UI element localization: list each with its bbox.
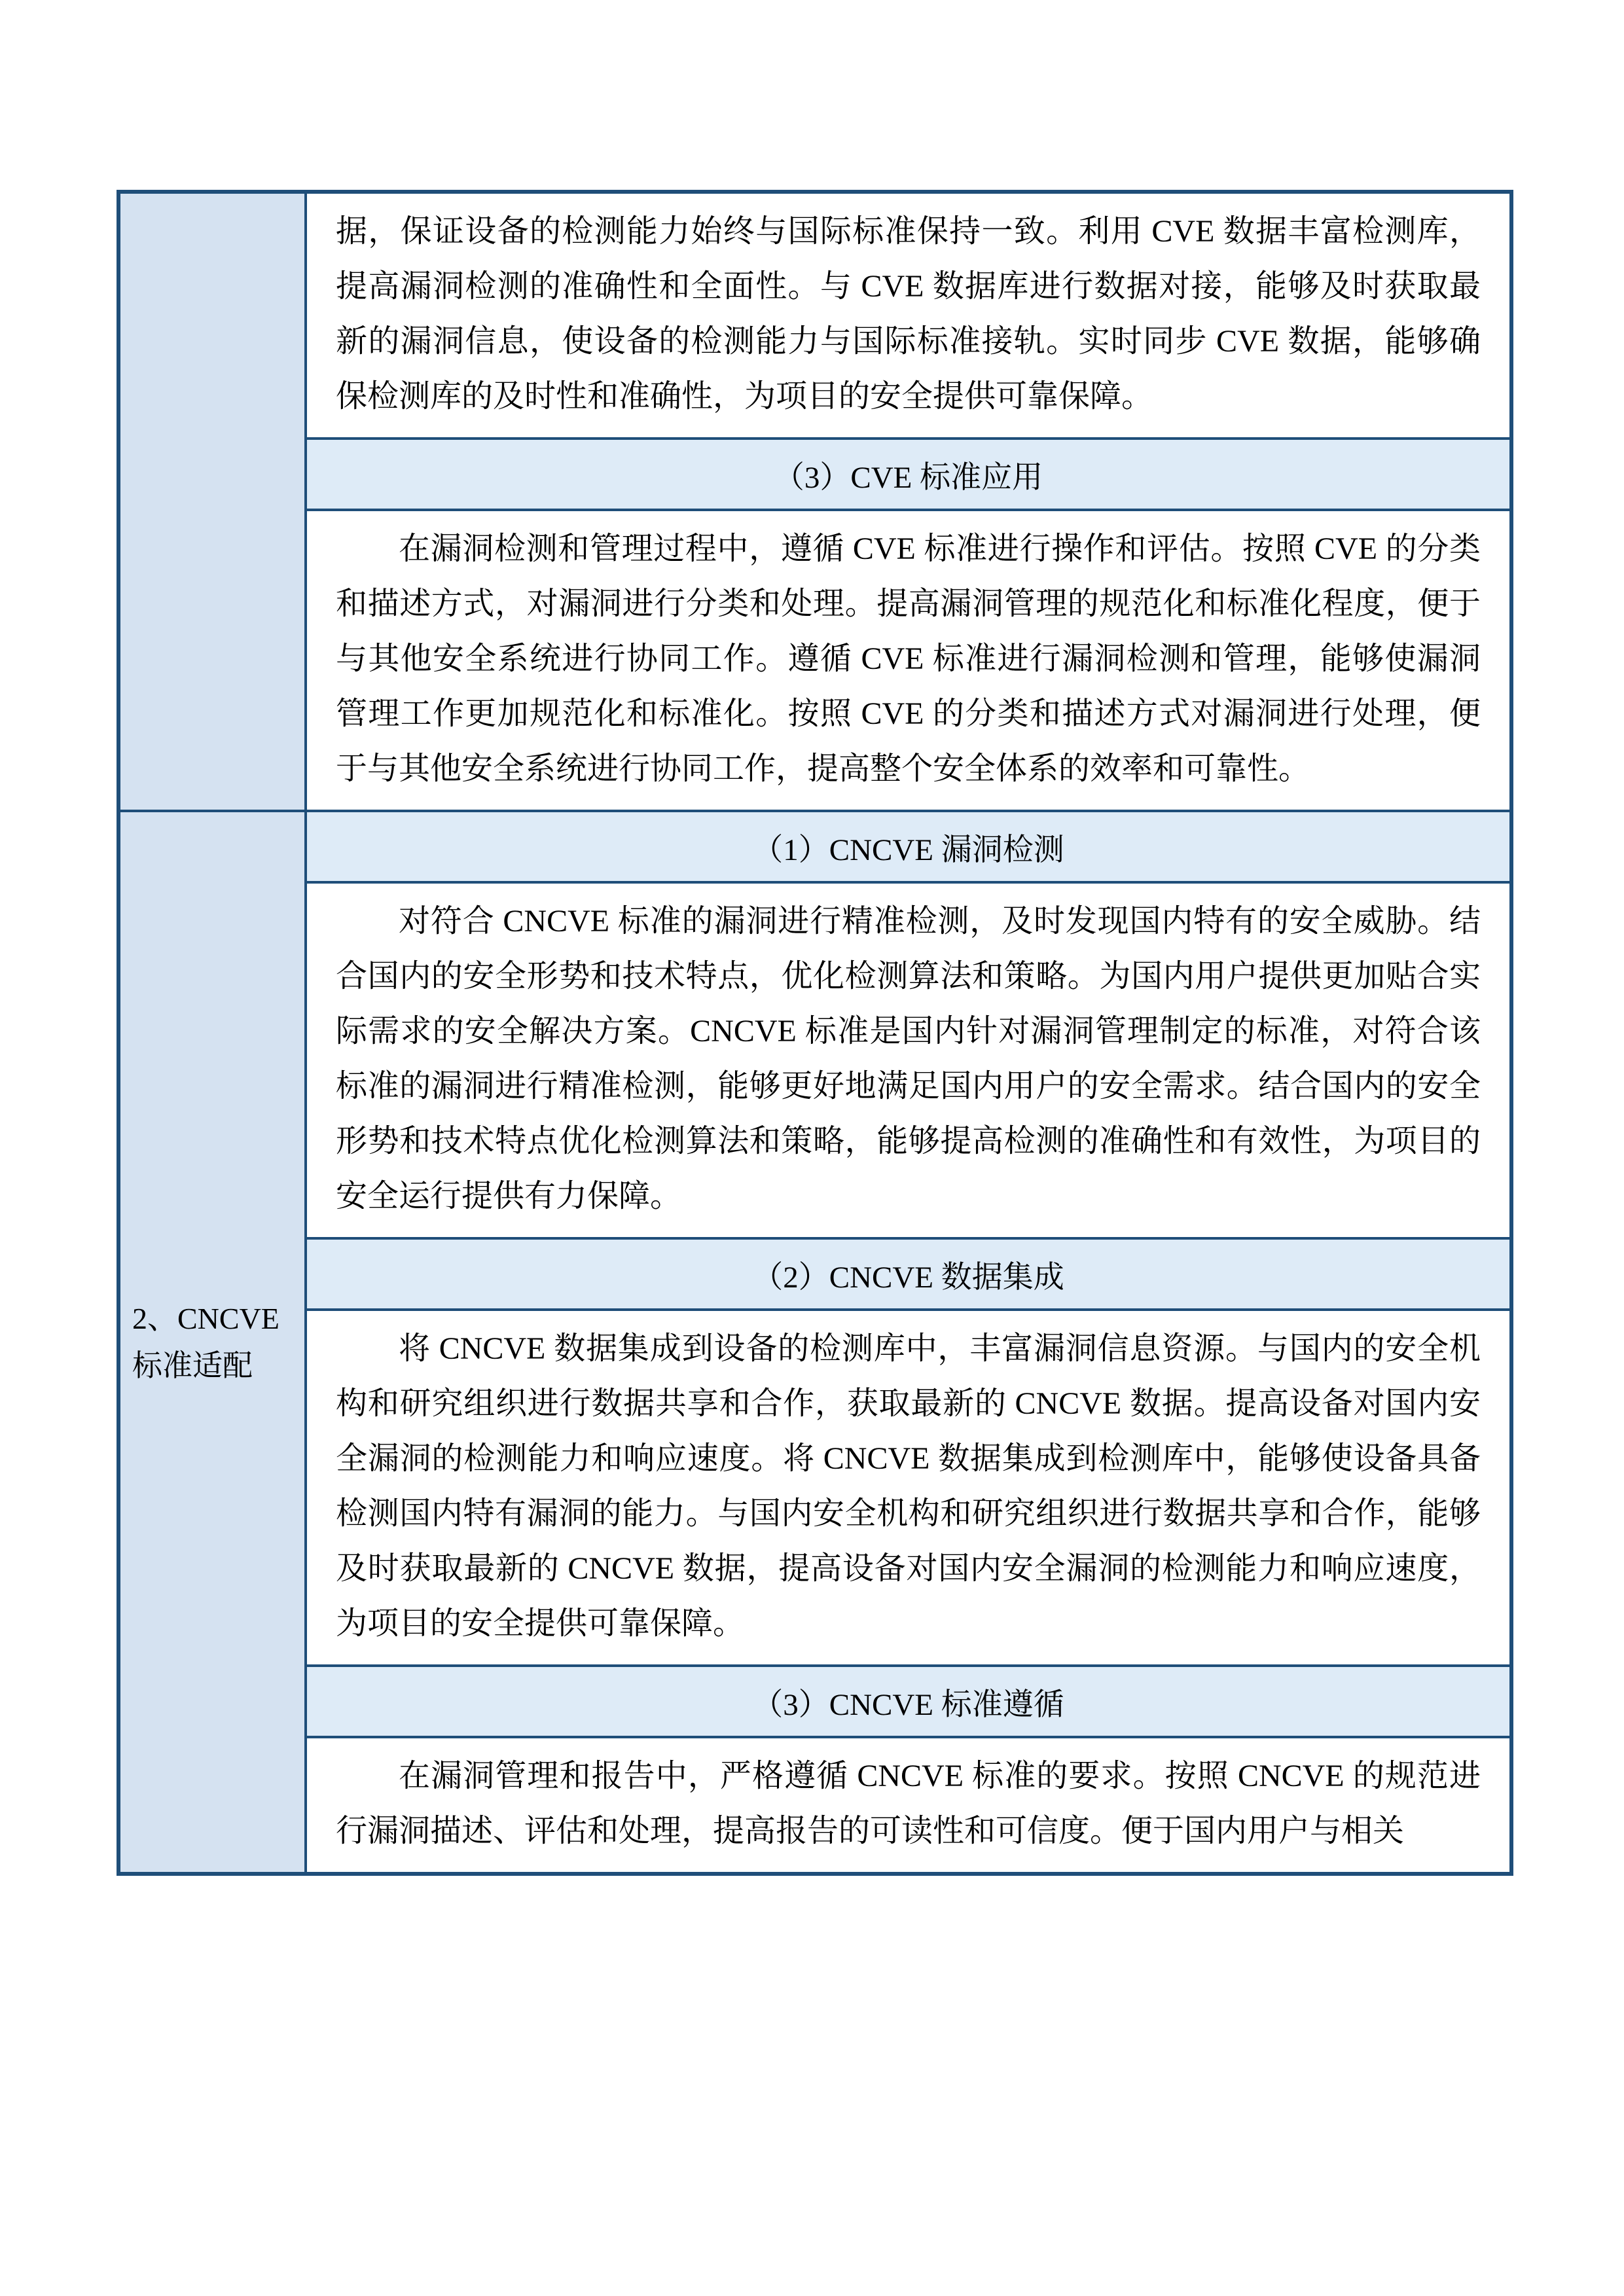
section-header-cve-standard-application: （3）CVE 标准应用 [307,437,1509,509]
paragraph-cve-data-sync-continued: 据，保证设备的检测能力始终与国际标准保持一致。利用 CVE 数据丰富检测库，提高漏洞检测的准确性和全面性。与 CVE 数据库进行数据对接，能够及时获取最新的漏洞信息，使设备的检测能力与国际标准接轨。实时同步 CVE 数据，能够确保检测库的及时性和准确性，为项目的安全提供可靠保障。 [307,194,1509,437]
paragraph-cncve-standard-compliance: 在漏洞管理和报告中，严格遵循 CNCVE 标准的要求。按照 CNCVE 的规范进行漏洞描述、评估和处理，提高报告的可读性和可信度。便于国内用户与相关 [307,1736,1509,1872]
row-label-cell-cncve [120,812,307,1872]
section-header-cncve-standard-compliance: （3）CNCVE 标准遵循 [307,1664,1509,1736]
row-label-line1: 2、CNCVE [132,1302,280,1336]
section-header-cncve-vuln-detection: （1）CNCVE 漏洞检测 [307,812,1509,881]
row-content-cncve [307,812,1509,1872]
table-row-cncve [120,810,1509,1872]
row-label-cell-cve [120,194,307,810]
content-table [117,190,1513,1876]
section-header-cncve-data-integration: （2）CNCVE 数据集成 [307,1237,1509,1308]
row-label-line2: 标准适配 [132,1348,253,1382]
table-row-cve [120,194,1509,810]
row-content-cve [307,194,1509,810]
paragraph-cncve-vuln-detection: 对符合 CNCVE 标准的漏洞进行精准检测，及时发现国内特有的安全威胁。结合国内的安全形势和技术特点，优化检测算法和策略。为国内用户提供更加贴合实际需求的安全解决方案。CNCVE 标准是国内针对漏洞管理制定的标准，对符合该标准的漏洞进行精准检测，能够更好地满足国内用户的安全需求。结合国内的安全形势和技术特点优化检测算法和策略，能够提高检测的准确性和有效性，为项目的安全运行提供有力保障。 [307,881,1509,1237]
paragraph-cve-standard-application: 在漏洞检测和管理过程中，遵循 CVE 标准进行操作和评估。按照 CVE 的分类和描述方式，对漏洞进行分类和处理。提高漏洞管理的规范化和标准化程度，便于与其他安全系统进行协同工作。遵循 CVE 标准进行漏洞检测和管理，能够使漏洞管理工作更加规范化和标准化。按照 CVE 的分类和描述方式对漏洞进行处理，便于与其他安全系统进行协同工作，提高整个安全体系的效率和可靠性。 [307,509,1509,810]
paragraph-cncve-data-integration: 将 CNCVE 数据集成到设备的检测库中，丰富漏洞信息资源。与国内的安全机构和研究组织进行数据共享和合作，获取最新的 CNCVE 数据。提高设备对国内安全漏洞的检测能力和响应速度。将 CNCVE 数据集成到检测库中，能够使设备具备检测国内特有漏洞的能力。与国内安全机构和研究组织进行数据共享和合作，能够及时获取最新的 CNCVE 数据，提高设备对国内安全漏洞的检测能力和响应速度，为项目的安全提供可靠保障。 [307,1308,1509,1664]
